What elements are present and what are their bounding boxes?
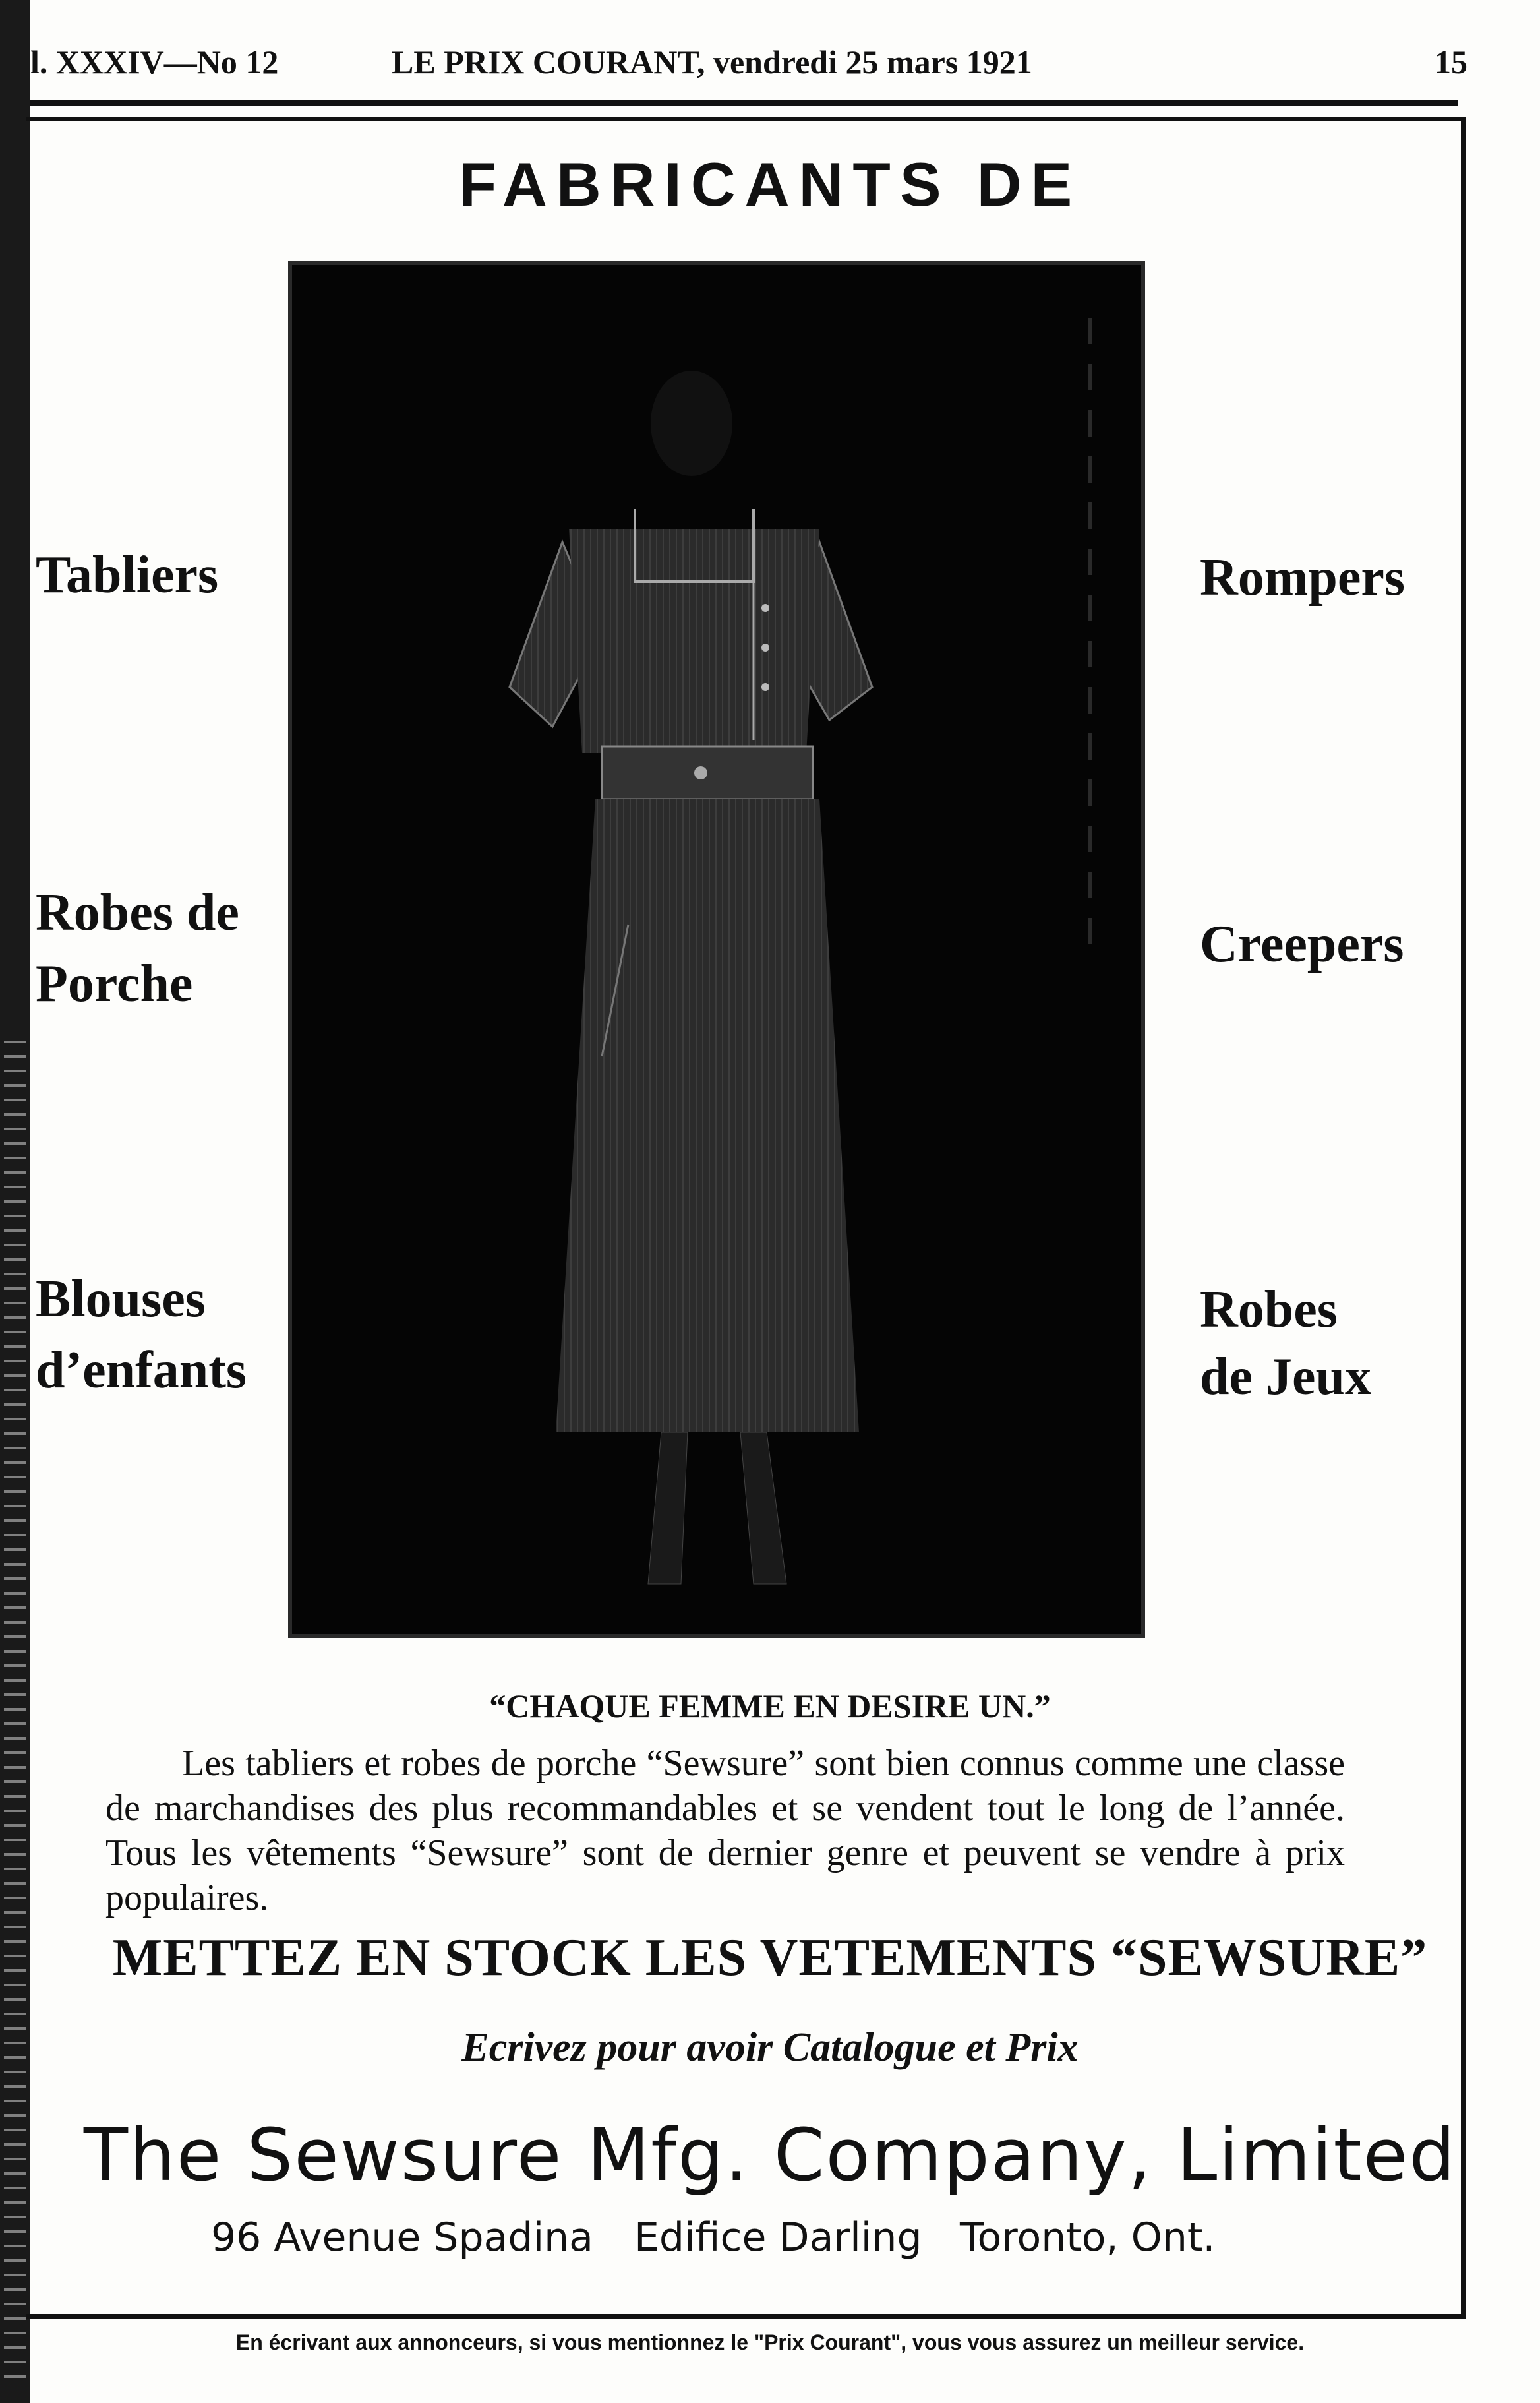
label-robes: Robes: [1200, 1281, 1338, 1339]
label-creepers: Creepers: [1200, 915, 1404, 973]
ad-body-text: Les tabliers et robes de porche “Sewsure” sont bien connus comme une classe de marchandises des plus recommandables et se vendent tout le long de l’année. Tous les vêtements “Sewsure” sont de dernier genre et peuvent se vendre à prix populaires.: [105, 1743, 1345, 1918]
address-street: 96 Avenue Spadina: [211, 2214, 593, 2261]
address-building: Edifice Darling: [634, 2214, 922, 2261]
volume-number: l. XXXIV—No 12: [30, 44, 279, 80]
label-tabliers: Tabliers: [36, 546, 219, 604]
label-robes-de: Robes de: [36, 884, 239, 942]
ad-title: FABRICANTS DE: [458, 150, 1082, 219]
label-porche: Porche: [36, 955, 193, 1013]
ad-call-to-action: METTEZ EN STOCK LES VETEMENTS “SEWSURE”: [112, 1929, 1428, 1987]
ad-catalogue-line: Ecrivez pour avoir Catalogue et Prix: [461, 2025, 1079, 2070]
label-denfants: d’enfants: [36, 1341, 247, 1399]
company-name: The Sewsure Mfg. Company, Limited: [83, 2113, 1457, 2197]
ad-tagline: “CHAQUE FEMME EN DESIRE UN.”: [489, 1688, 1051, 1724]
label-rompers: Rompers: [1200, 549, 1406, 607]
footer-note: En écrivant aux annonceurs, si vous mentionnez le "Prix Courant", vous vous assurez un meilleur service.: [235, 2330, 1305, 2354]
header-rule: [30, 100, 1458, 106]
address-city: Toronto, Ont.: [960, 2214, 1216, 2261]
label-de-jeux: de Jeux: [1200, 1348, 1371, 1406]
masthead: LE PRIX COURANT, vendredi 25 mars 1921: [392, 44, 1032, 80]
running-header: [30, 36, 1467, 89]
label-blouses: Blouses: [36, 1270, 206, 1328]
page-number: 15: [1435, 44, 1467, 80]
dress-photograph: [288, 261, 1145, 1638]
dress-figure-illustration: [292, 265, 1141, 1634]
